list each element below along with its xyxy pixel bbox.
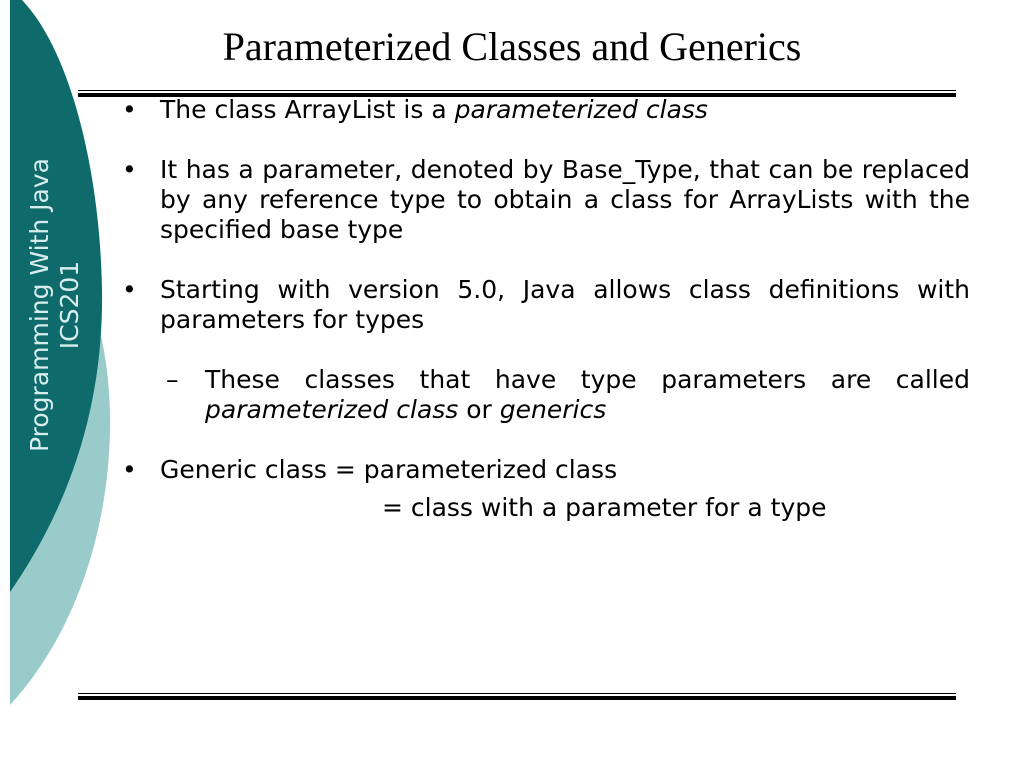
bullet-text: Generic class = parameterized class [160,455,618,484]
sidebar-course-code: ICS201 [55,260,84,350]
bullet-text: These classes that have type parameters are called [205,365,970,394]
bullet-item [120,455,970,485]
bullet-item [120,275,970,335]
bullet-marker: • [122,95,137,124]
bullet-emphasis: generics [499,395,607,424]
bullet-emphasis: parameterized class [205,395,459,424]
slide-content [120,95,970,523]
bullet-text: Starting with version 5.0, Java allows class definitions with parameters for types [160,275,970,334]
bullet-emphasis: parameterized class [454,95,708,124]
bullet-marker: • [122,155,137,184]
bullet-text: or [458,395,500,424]
sidebar-course-name: Programming With Java [25,158,54,452]
bullet-item [120,95,970,125]
bullet-item [120,155,970,245]
bottom-divider [78,693,956,700]
sub-bullet-item [164,365,970,425]
slide-title: Parameterized Classes and Generics [222,24,802,69]
bullet-marker: • [122,455,137,484]
bullet-marker: • [122,275,137,304]
bullet-text: The class ArrayList is a [160,95,455,124]
bullet-text: It has a parameter, denoted by Base_Type, that can be replaced by any reference type to obtain a class for ArrayLists with the specified base type [160,155,970,244]
definition-continuation: = class with a parameter for a type [382,493,827,522]
sub-bullet-marker: – [166,365,179,394]
